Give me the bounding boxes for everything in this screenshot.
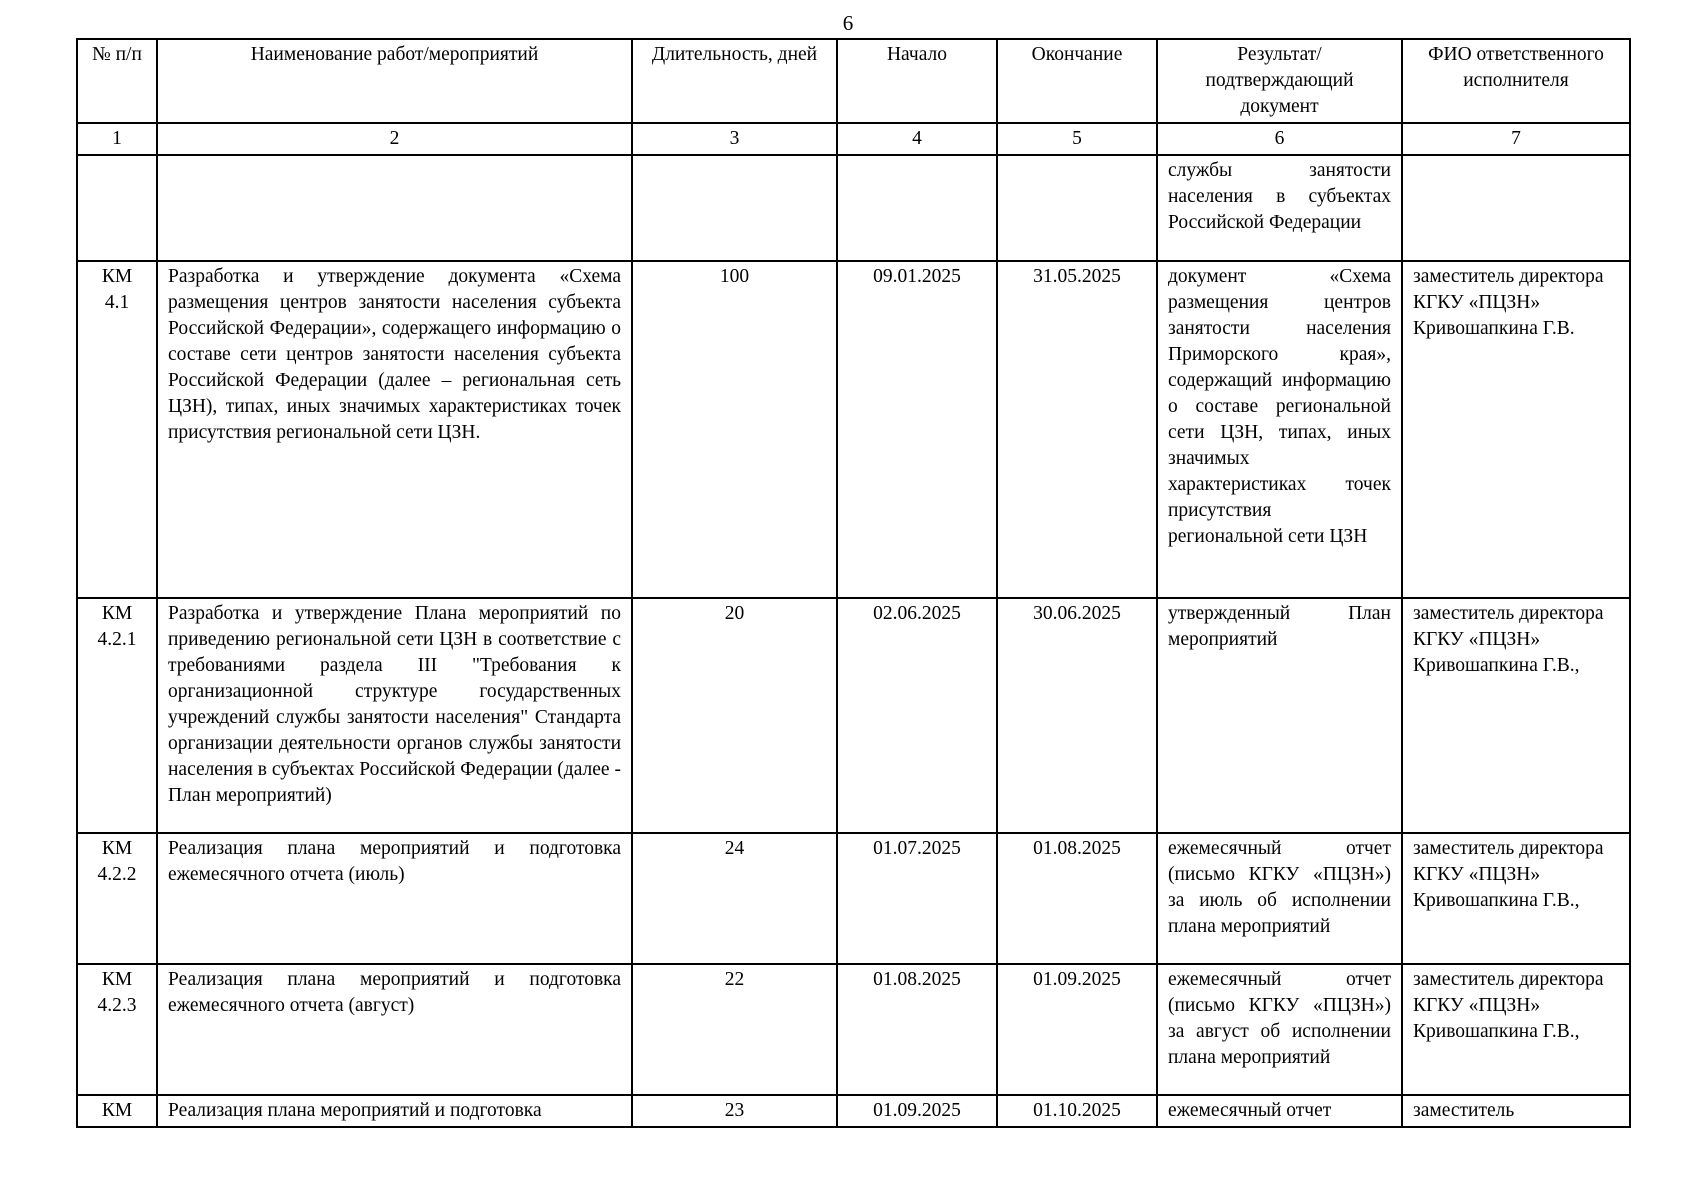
row-start: 01.07.2025	[837, 833, 997, 964]
column-number: 2	[157, 123, 632, 155]
empty-cell	[997, 155, 1157, 261]
row-responsible: заместитель директора КГКУ «ПЦЗН» Кривошапкина Г.В.,	[1402, 964, 1630, 1095]
column-number: 7	[1402, 123, 1630, 155]
row-result: ежемесячный отчет	[1157, 1095, 1402, 1127]
column-number: 6	[1157, 123, 1402, 155]
table-row	[77, 833, 1630, 964]
row-responsible: заместитель директора КГКУ «ПЦЗН» Кривошапкина Г.В.	[1402, 261, 1630, 598]
row-name: Реализация плана мероприятий и подготовка ежемесячного отчета (июль)	[157, 833, 632, 964]
column-number: 3	[632, 123, 837, 155]
page-number: 6	[842, 11, 854, 35]
row-end: 01.10.2025	[997, 1095, 1157, 1127]
header-start: Начало	[837, 39, 997, 123]
row-end: 30.06.2025	[997, 598, 1157, 833]
column-number: 4	[837, 123, 997, 155]
header-result: Результат/ подтверждающий документ	[1157, 39, 1402, 123]
continuation-row	[77, 155, 1630, 261]
work-plan-table	[76, 38, 1631, 1128]
row-result: ежемесячный отчет (письмо КГКУ «ПЦЗН») за июль об исполнении плана мероприятий	[1157, 833, 1402, 964]
empty-cell	[632, 155, 837, 261]
header-name: Наименование работ/мероприятий	[157, 39, 632, 123]
column-number: 5	[997, 123, 1157, 155]
row-responsible: заместитель директора КГКУ «ПЦЗН» Кривошапкина Г.В.,	[1402, 598, 1630, 833]
row-name: Разработка и утверждение Плана мероприятий по приведению региональной сети ЦЗН в соответствие с требованиями раздела III "Требования к организационной структуре государственных учреждений службы занятости населения" Стандарта организации деятельности органов службы занятости населения в субъектах Российской Федерации (далее - План мероприятий)	[157, 598, 632, 833]
row-name: Реализация плана мероприятий и подготовка	[157, 1095, 632, 1127]
empty-cell	[837, 155, 997, 261]
empty-cell	[77, 155, 157, 261]
header-end: Окончание	[997, 39, 1157, 123]
row-number: КМ 4.2.3	[77, 964, 157, 1095]
row-number: КМ	[77, 1095, 157, 1127]
row-name: Разработка и утверждение документа «Схема размещения центров занятости населения субъекта Российской Федерации», содержащего информацию о составе сети центров занятости населения субъекта Российской Федерации (далее – региональная сеть ЦЗН), типах, иных значимых характеристиках точек присутствия региональной сети ЦЗН.	[157, 261, 632, 598]
row-responsible: заместитель директора КГКУ «ПЦЗН» Кривошапкина Г.В.,	[1402, 833, 1630, 964]
row-name: Реализация плана мероприятий и подготовка ежемесячного отчета (август)	[157, 964, 632, 1095]
table-row	[77, 964, 1630, 1095]
row-end: 31.05.2025	[997, 261, 1157, 598]
table-row	[77, 261, 1630, 598]
row-start: 09.01.2025	[837, 261, 997, 598]
header-num: № п/п	[77, 39, 157, 123]
row-duration: 23	[632, 1095, 837, 1127]
row-number: КМ 4.1	[77, 261, 157, 598]
row-number: КМ 4.2.2	[77, 833, 157, 964]
row-start: 01.09.2025	[837, 1095, 997, 1127]
row-end: 01.09.2025	[997, 964, 1157, 1095]
column-number-row	[77, 123, 1630, 155]
row-duration: 100	[632, 261, 837, 598]
table-row	[77, 1095, 1630, 1127]
row-duration: 22	[632, 964, 837, 1095]
row-duration: 20	[632, 598, 837, 833]
row-end: 01.08.2025	[997, 833, 1157, 964]
row-result: ежемесячный отчет (письмо КГКУ «ПЦЗН») за август об исполнении плана мероприятий	[1157, 964, 1402, 1095]
row-number: КМ 4.2.1	[77, 598, 157, 833]
empty-cell	[157, 155, 632, 261]
column-number: 1	[77, 123, 157, 155]
empty-cell	[1402, 155, 1630, 261]
row-responsible: заместитель	[1402, 1095, 1630, 1127]
row-start: 01.08.2025	[837, 964, 997, 1095]
row-result: документ «Схема размещения центров занятости населения Приморского края», содержащий информацию о составе региональной сети ЦЗН, типах, иных значимых характеристиках точек присутствия региональной сети ЦЗН	[1157, 261, 1402, 598]
row-start: 02.06.2025	[837, 598, 997, 833]
table-row	[77, 598, 1630, 833]
row-result: утвержденный План мероприятий	[1157, 598, 1402, 833]
header-responsible: ФИО ответственного исполнителя	[1402, 39, 1630, 123]
result-cell: службы занятости населения в субъектах Российской Федерации	[1157, 155, 1402, 261]
row-duration: 24	[632, 833, 837, 964]
table-header-row	[77, 39, 1630, 123]
header-duration: Длительность, дней	[632, 39, 837, 123]
